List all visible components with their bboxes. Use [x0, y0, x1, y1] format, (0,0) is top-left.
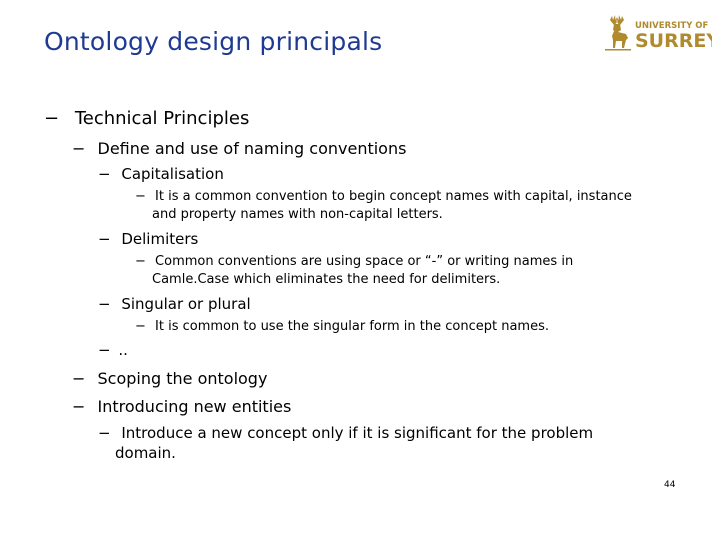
page-number: 44	[664, 480, 676, 490]
bullet-dash: −	[135, 319, 146, 334]
bullet-text: Introducing new entities	[97, 397, 292, 416]
bullet-dash: −	[72, 397, 86, 416]
bullet-dash: −	[72, 369, 86, 388]
stag-icon	[602, 14, 712, 54]
bullet-capitalisation-detail-cont: and property names with non-capital letters.	[152, 207, 443, 222]
bullet-text: Introduce a new concept only if it is significant for the problem	[121, 424, 594, 442]
bullet-new-entities-detail	[98, 424, 593, 442]
bullet-naming-conventions	[72, 139, 406, 158]
bullet-text: Define and use of naming conventions	[97, 139, 407, 158]
bullet-text: Technical Principles	[74, 108, 250, 129]
bullet-delimiters-detail-cont: Camle.Case which eliminates the need for delimiters.	[152, 272, 501, 287]
bullet-dash: −	[98, 424, 111, 442]
bullet-dash: −	[72, 139, 86, 158]
bullet-text: Delimiters	[121, 230, 199, 248]
bullet-singular-detail	[135, 319, 549, 334]
bullet-dash: −	[98, 230, 111, 248]
bullet-dash: −	[135, 254, 146, 269]
logo-line1: UNIVERSITY OF	[635, 21, 709, 31]
bullet-text: Common conventions are using space or “-” or writing names in	[155, 254, 574, 269]
bullet-dash: −	[44, 108, 60, 129]
slide-title: Ontology design principals	[44, 27, 383, 56]
bullet-singular-plural	[98, 295, 251, 313]
bullet-new-entities-detail-cont: domain.	[115, 444, 176, 462]
bullet-dash: −	[98, 295, 111, 313]
bullet-ellipsis	[98, 341, 128, 359]
bullet-dash: −	[98, 341, 111, 359]
bullet-text: It is a common convention to begin concept names with capital, instance	[155, 189, 632, 204]
bullet-dash: −	[98, 165, 111, 183]
bullet-dash: −	[135, 189, 146, 204]
bullet-text: It is common to use the singular form in the concept names.	[155, 319, 549, 334]
bullet-capitalisation	[98, 165, 224, 183]
bullet-delimiters	[98, 230, 198, 248]
logo-line2: SURREY	[635, 30, 712, 52]
bullet-text: Scoping the ontology	[97, 369, 268, 388]
bullet-delimiters-detail	[135, 254, 573, 269]
bullet-technical-principles	[44, 108, 249, 129]
bullet-new-entities	[72, 397, 291, 416]
bullet-text: ..	[118, 341, 128, 359]
bullet-text: Singular or plural	[121, 295, 251, 313]
bullet-capitalisation-detail	[135, 189, 632, 204]
university-logo	[602, 14, 712, 54]
bullet-scoping-ontology	[72, 369, 267, 388]
bullet-text: Capitalisation	[121, 165, 224, 183]
